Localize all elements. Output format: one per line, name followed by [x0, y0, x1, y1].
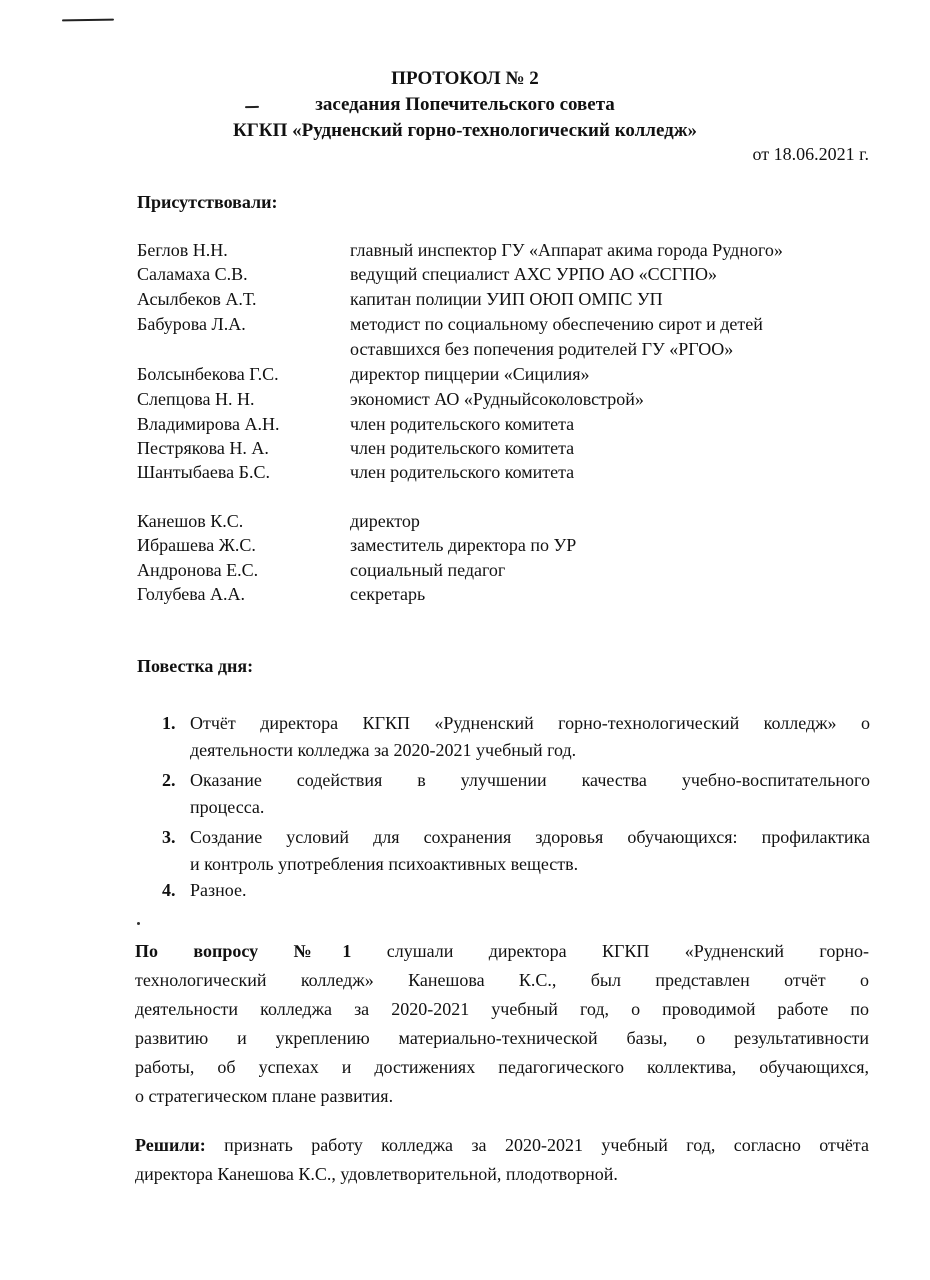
attendee-role: социальный педагог — [350, 560, 506, 580]
organization-name: КГКП «Рудненский горно-технологический колледж» — [232, 120, 698, 141]
attendee-name: Пестрякова Н. А. — [137, 438, 269, 458]
agenda-text-line: процесса. — [190, 797, 265, 817]
question-1-text: развитию и укреплению материально-технической базы, о результативности — [135, 1028, 869, 1048]
agenda-text-line: Создание условий для сохранения здоровья обучающихся: профилактика — [190, 827, 870, 847]
attendee-role: член родительского комитета — [350, 438, 575, 458]
attendee-role: главный инспектор ГУ «Аппарат акима города Рудного» — [350, 240, 783, 260]
agenda-text-line: Оказание содействия в улучшении качества учебно-воспитательного — [190, 770, 870, 790]
present-heading: Присутствовали: — [137, 192, 278, 212]
protocol-date: от 18.06.2021 г. — [752, 144, 869, 164]
attendee-name: Слепцова Н. Н. — [137, 389, 255, 409]
attendee-name: Шантыбаева Б.С. — [137, 462, 270, 482]
attendee-name: Андронова Е.С. — [137, 560, 259, 580]
question-1-text: работы, об успехах и достижениях педагогического коллектива, обучающихся, — [135, 1057, 869, 1077]
attendee-name: Болсынбекова Г.С. — [137, 364, 279, 384]
scan-artifact — [62, 19, 114, 22]
decision-text: признать работу колледжа за 2020-2021 учебный год, согласно отчёта — [205, 1135, 869, 1155]
agenda-text-line: Отчёт директора КГКП «Рудненский горно-технологический колледж» о — [190, 713, 870, 733]
question-1-text: о стратегическом плане развития. — [135, 1086, 394, 1106]
question-1-lead: По вопросу №1 — [135, 941, 352, 961]
question-1-text: деятельности колледжа за 2020-2021 учебный год, о проводимой работе по — [135, 999, 869, 1019]
agenda-text — [190, 824, 870, 878]
attendee-role: оставшихся без попечения родителей ГУ «РГОО» — [350, 339, 734, 359]
attendee-role: директор — [350, 511, 420, 531]
attendee-role: капитан полиции УИП ОЮП ОМПС УП — [350, 289, 663, 309]
agenda-number: 3. — [162, 827, 176, 847]
attendee-role: директор пиццерии «Сицилия» — [350, 364, 590, 384]
decision-text: директора Канешова К.С., удовлетворительной, плодотворной. — [135, 1164, 618, 1184]
attendee-role: заместитель директора по УР — [350, 535, 577, 555]
agenda-heading: Повестка дня: — [137, 656, 254, 676]
protocol-title: ПРОТОКОЛ № 2 — [391, 68, 539, 89]
attendee-role: член родительского комитета — [350, 414, 575, 434]
attendee-name: Канешов К.С. — [137, 511, 244, 531]
question-1-paragraph — [135, 937, 869, 1111]
attendee-name: Асылбеков А.Т. — [137, 289, 257, 309]
agenda-number: 4. — [162, 880, 176, 900]
attendee-name: Ибрашева Ж.С. — [137, 535, 256, 555]
attendee-role: секретарь — [350, 584, 426, 604]
protocol-subtitle: заседания Попечительского совета — [315, 94, 615, 115]
agenda-number: 1. — [162, 713, 176, 733]
attendee-role: ведущий специалист АХС УРПО АО «ССГПО» — [350, 264, 718, 284]
agenda-text — [190, 877, 870, 904]
agenda-text — [190, 767, 870, 821]
attendee-name: Голубева А.А. — [137, 584, 245, 604]
question-1-text: технологический колледж» Канешова К.С., был представлен отчёт о — [135, 970, 869, 990]
attendee-role: член родительского комитета — [350, 462, 575, 482]
attendee-name: Владимирова А.Н. — [137, 414, 280, 434]
attendee-name: Беглов Н.Н. — [137, 240, 228, 260]
attendee-role: экономист АО «Рудныйсоколовстрой» — [350, 389, 644, 409]
agenda-text — [190, 710, 870, 764]
agenda-text-line: Разное. — [190, 880, 247, 900]
question-1-text: слушали директора КГКП «Рудненский горно- — [351, 941, 869, 961]
attendee-role: методист по социальному обеспечению сирот и детей — [350, 314, 763, 334]
agenda-number: 2. — [162, 770, 176, 790]
attendee-name: Бабурова Л.А. — [137, 314, 246, 334]
attendee-name: Саламаха С.В. — [137, 264, 248, 284]
agenda-text-line: деятельности колледжа за 2020-2021 учебный год. — [190, 740, 577, 760]
decision-lead: Решили: — [135, 1135, 206, 1155]
scan-artifact — [137, 922, 140, 925]
agenda-text-line: и контроль употребления психоактивных веществ. — [190, 854, 579, 874]
decision-paragraph — [135, 1131, 869, 1189]
